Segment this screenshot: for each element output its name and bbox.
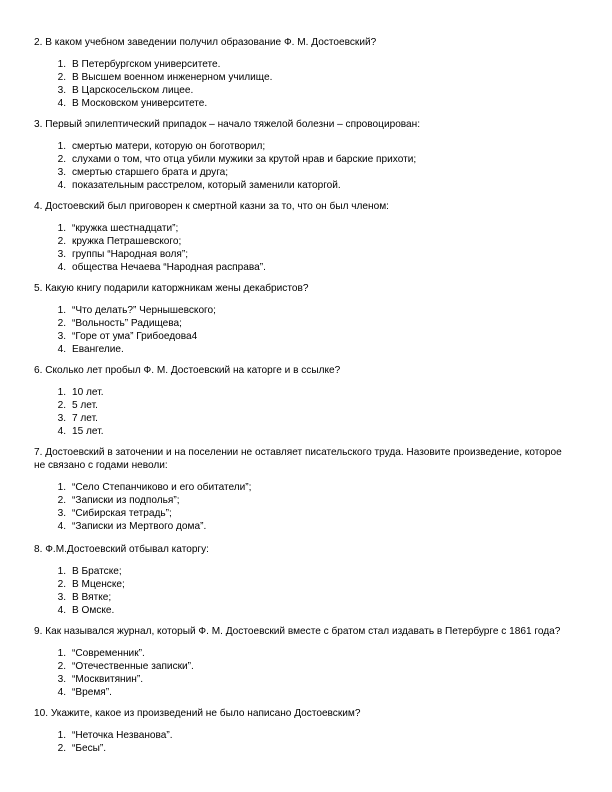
option-number: 4. — [57, 426, 66, 438]
question-5 — [34, 282, 594, 356]
question-text: 5. Какую книгу подарили каторжникам жены декабристов? — [34, 283, 309, 294]
option-number: 1. — [57, 141, 66, 153]
question-2 — [34, 36, 594, 110]
option-text: “Сибирская тетрадь”; — [72, 508, 172, 520]
question-8 — [34, 543, 594, 617]
answer-option — [34, 565, 594, 578]
answer-option — [34, 343, 594, 356]
answer-options — [34, 729, 594, 755]
option-number: 3. — [57, 331, 66, 343]
option-number: 2. — [57, 579, 66, 591]
answer-option — [34, 647, 594, 660]
option-text: смертью старшего брата и друга; — [72, 167, 229, 179]
answer-option — [34, 248, 594, 261]
option-text: “Записки из подполья”; — [72, 495, 180, 507]
option-number: 4. — [57, 344, 66, 356]
option-text: Евангелие. — [72, 344, 124, 356]
answer-option — [34, 729, 594, 742]
option-text: В Московском университете. — [72, 98, 208, 110]
option-text: показательным расстрелом, который заменили каторгой. — [72, 180, 341, 192]
option-number: 4. — [57, 98, 66, 110]
answer-options — [34, 565, 594, 617]
option-number: 3. — [57, 674, 66, 686]
answer-option — [34, 235, 594, 248]
option-number: 1. — [57, 648, 66, 660]
answer-option — [34, 140, 594, 153]
option-text: В Омске. — [72, 605, 115, 617]
option-text: “Бесы”. — [72, 743, 107, 755]
option-text: смертью матери, которую он боготворил; — [72, 141, 266, 153]
option-text: “Москвитянин”. — [72, 674, 144, 686]
answer-options — [34, 647, 594, 699]
option-text: 10 лет. — [72, 387, 104, 399]
answer-option — [34, 591, 594, 604]
option-text: “Что делать?” Чернышевского; — [72, 305, 216, 317]
option-text: группы “Народная воля”; — [72, 249, 188, 261]
option-number: 4. — [57, 605, 66, 617]
question-9 — [34, 625, 594, 699]
option-number: 3. — [57, 592, 66, 604]
answer-option — [34, 84, 594, 97]
question-4 — [34, 200, 594, 274]
option-text: В Братске; — [72, 566, 122, 578]
answer-option — [34, 425, 594, 438]
option-number: 3. — [57, 249, 66, 261]
answer-option — [34, 578, 594, 591]
option-number: 3. — [57, 167, 66, 179]
answer-option — [34, 179, 594, 192]
option-text: общества Нечаева “Народная расправа”. — [72, 262, 266, 274]
option-number: 4. — [57, 521, 66, 533]
option-text: В Вятке; — [72, 592, 112, 604]
option-text: В Мценске; — [72, 579, 125, 591]
answer-option — [34, 304, 594, 317]
option-number: 2. — [57, 72, 66, 84]
answer-options — [34, 222, 594, 274]
option-number: 2. — [57, 236, 66, 248]
answer-option — [34, 494, 594, 507]
option-number: 1. — [57, 387, 66, 399]
answer-option — [34, 604, 594, 617]
question-3 — [34, 118, 594, 192]
option-text: В Петербургском университете. — [72, 59, 221, 71]
answer-option — [34, 399, 594, 412]
answer-option — [34, 153, 594, 166]
option-number: 2. — [57, 154, 66, 166]
option-text: В Высшем военном инженерном училище. — [72, 72, 273, 84]
option-number: 3. — [57, 413, 66, 425]
answer-options — [34, 304, 594, 356]
option-text: “Записки из Мертвого дома”. — [72, 521, 207, 533]
option-text: “Село Степанчиково и его обитатели”; — [72, 482, 252, 494]
answer-option — [34, 481, 594, 494]
question-text: 3. Первый эпилептический припадок – начало тяжелой болезни – спровоцирован: — [34, 119, 421, 130]
option-number: 1. — [57, 59, 66, 71]
answer-option — [34, 386, 594, 399]
option-text: “Неточка Незванова”. — [72, 730, 173, 742]
question-text: 6. Сколько лет пробыл Ф. М. Достоевский на каторге и в ссылке? — [34, 365, 341, 376]
question-text: 7. Достоевский в заточении и на поселении не оставляет писательского труда. Назовите произведение, которое не связано с годами неволи: — [34, 447, 562, 472]
option-text: 7 лет. — [72, 413, 98, 425]
option-text: “Горе от ума” Грибоедова4 — [72, 331, 198, 343]
option-number: 4. — [57, 687, 66, 699]
option-number: 1. — [57, 482, 66, 494]
option-text: “Вольность” Радищева; — [72, 318, 182, 330]
option-number: 1. — [57, 223, 66, 235]
question-text: 10. Укажите, какое из произведений не было написано Достоевским? — [34, 708, 361, 719]
question-7 — [34, 446, 594, 534]
option-number: 2. — [57, 495, 66, 507]
option-number: 1. — [57, 305, 66, 317]
answer-option — [34, 673, 594, 686]
answer-option — [34, 261, 594, 274]
option-number: 1. — [57, 730, 66, 742]
question-6 — [34, 364, 594, 438]
question-text: 8. Ф.М.Достоевский отбывал каторгу: — [34, 544, 209, 555]
option-number: 1. — [57, 566, 66, 578]
answer-option — [34, 686, 594, 699]
question-text: 9. Как назывался журнал, который Ф. М. Достоевский вместе с братом стал издавать в Петербурге с 1861 года? — [34, 626, 561, 637]
option-number: 4. — [57, 180, 66, 192]
option-text: 5 лет. — [72, 400, 98, 412]
answer-option — [34, 742, 594, 755]
question-text: 2. В каком учебном заведении получил образование Ф. М. Достоевский? — [34, 37, 377, 48]
answer-option — [34, 166, 594, 179]
option-text: “Отечественные записки”. — [72, 661, 194, 673]
answer-option — [34, 520, 594, 533]
answer-option — [34, 412, 594, 425]
option-number: 2. — [57, 400, 66, 412]
option-text: “Время”. — [72, 687, 112, 699]
answer-option — [34, 58, 594, 71]
option-number: 2. — [57, 661, 66, 673]
answer-options — [34, 481, 594, 533]
answer-option — [34, 507, 594, 520]
option-text: слухами о том, что отца убили мужики за крутой нрав и барские прихоти; — [72, 154, 417, 166]
answer-options — [34, 58, 594, 110]
option-text: “Современник”. — [72, 648, 145, 660]
answer-option — [34, 317, 594, 330]
option-number: 2. — [57, 743, 66, 755]
option-number: 3. — [57, 508, 66, 520]
option-text: кружка Петрашевского; — [72, 236, 182, 248]
option-number: 4. — [57, 262, 66, 274]
option-text: “кружка шестнадцати”; — [72, 223, 179, 235]
question-10 — [34, 707, 594, 755]
answer-option — [34, 71, 594, 84]
answer-option — [34, 330, 594, 343]
answer-options — [34, 386, 594, 438]
answer-option — [34, 660, 594, 673]
answer-option — [34, 222, 594, 235]
question-text: 4. Достоевский был приговорен к смертной казни за то, что он был членом: — [34, 201, 389, 212]
answer-option — [34, 97, 594, 110]
option-number: 2. — [57, 318, 66, 330]
option-text: В Царскосельском лицее. — [72, 85, 194, 97]
answer-options — [34, 140, 594, 192]
option-number: 3. — [57, 85, 66, 97]
option-text: 15 лет. — [72, 426, 104, 438]
